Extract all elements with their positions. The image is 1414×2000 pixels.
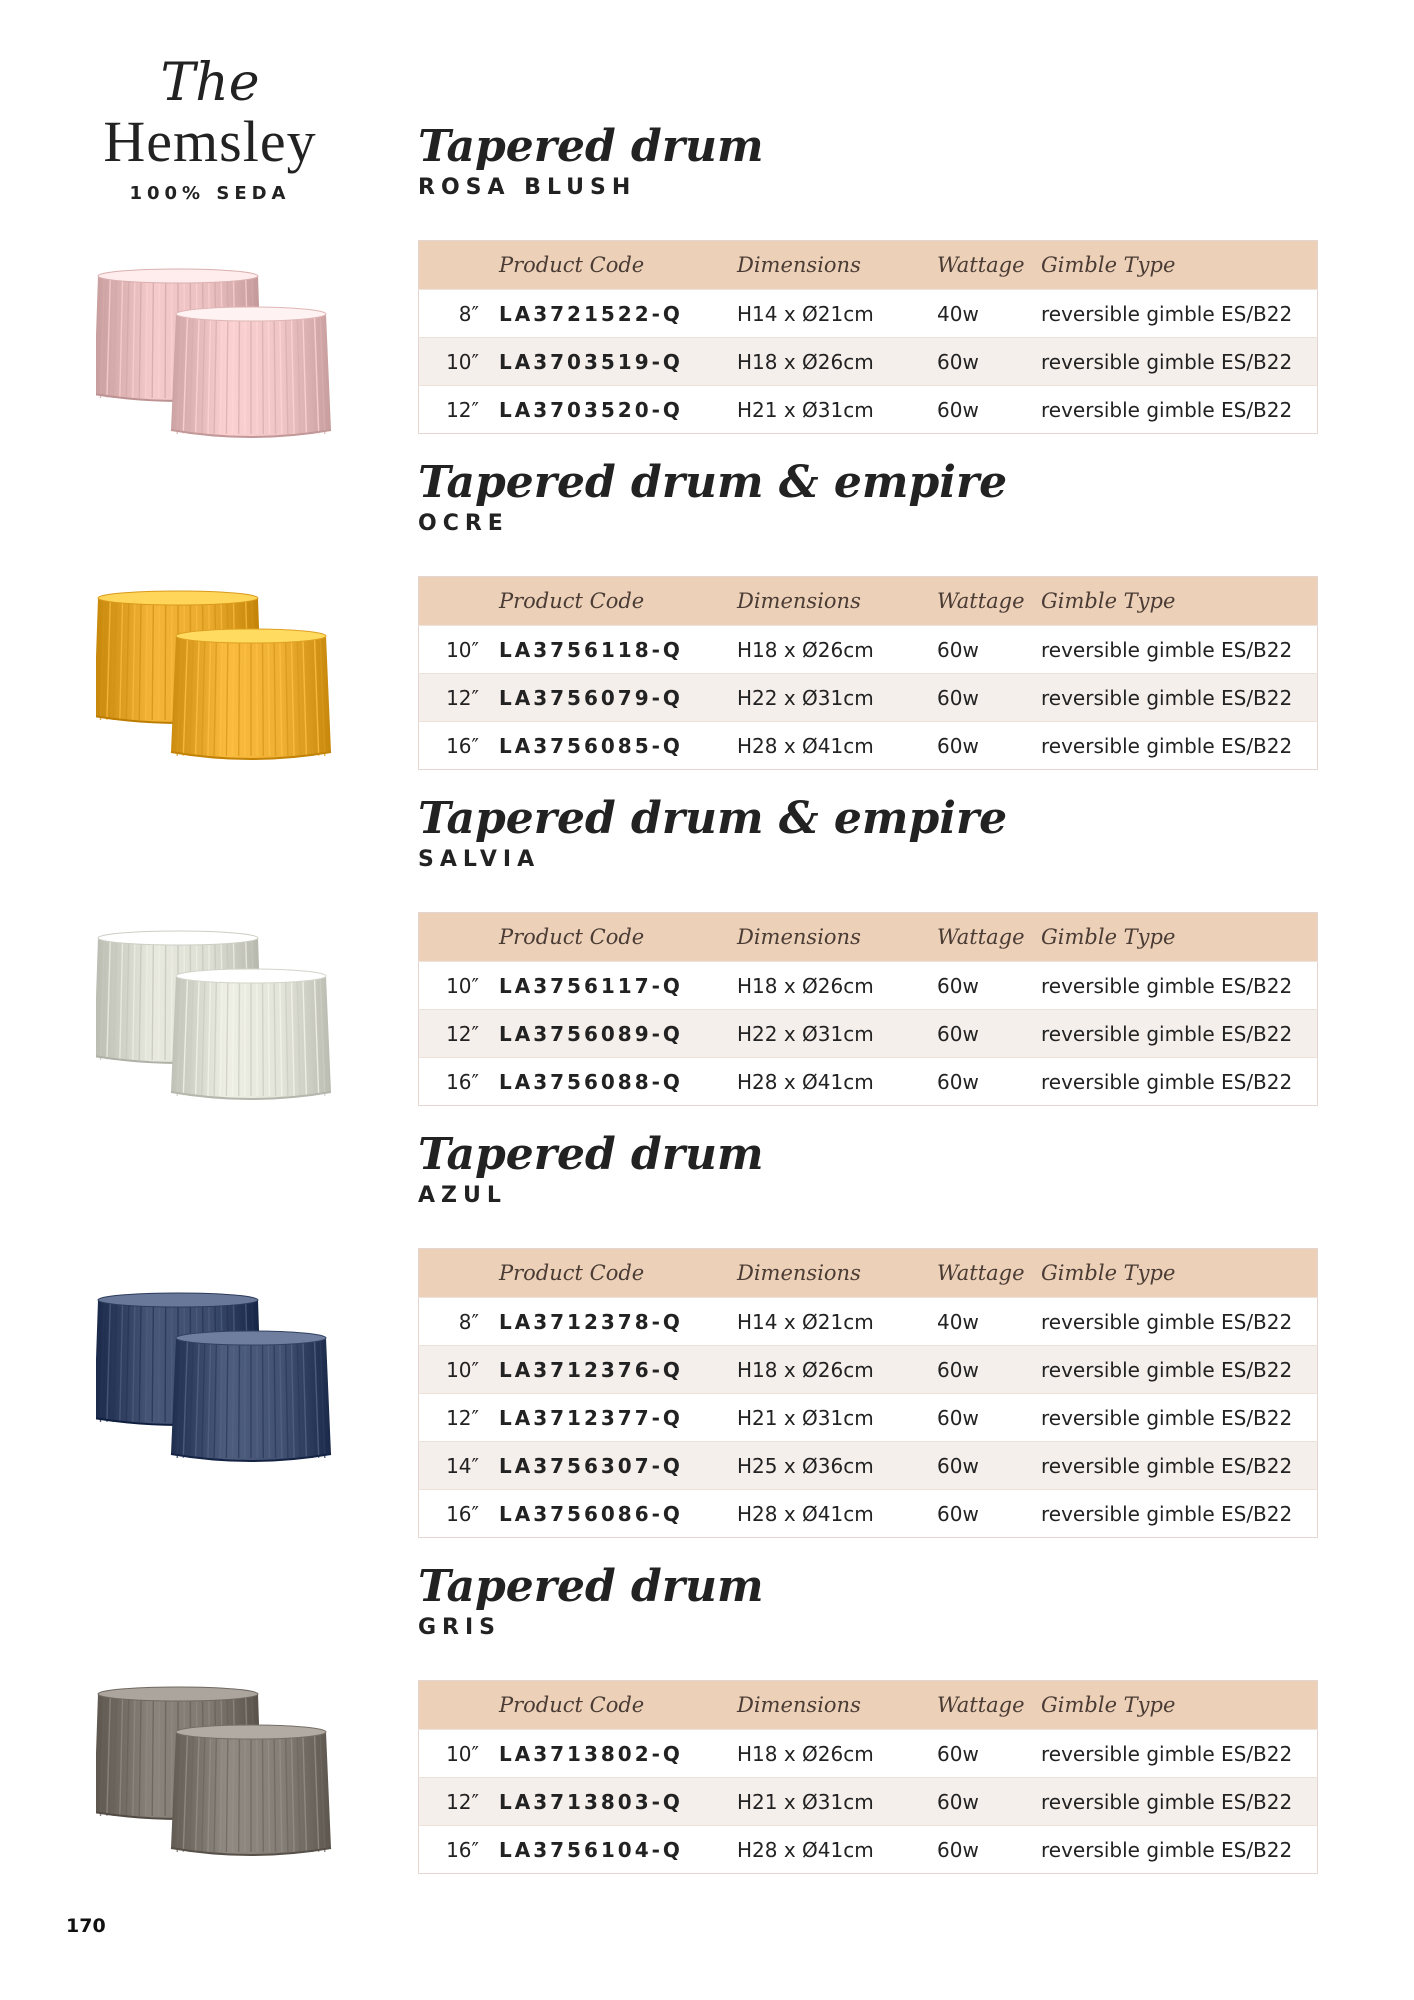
product-code-cell: LA3756118-Q [487,626,737,674]
gimble-cell: reversible gimble ES/B22 [1041,1442,1318,1490]
size-cell: 10″ [419,338,488,386]
gimble-cell: reversible gimble ES/B22 [1041,290,1318,338]
brand-block [60,55,360,204]
wattage-cell: 60w [937,962,1041,1010]
wattage-cell: 60w [937,1058,1041,1106]
header-product-code: Product Code [487,1681,737,1730]
section-salvia [418,792,1318,1094]
table-row [419,1730,1318,1778]
dimensions-cell: H18 x Ø26cm [737,626,937,674]
dimensions-cell: H25 x Ø36cm [737,1442,937,1490]
gimble-cell: reversible gimble ES/B22 [1041,386,1318,434]
table-row [419,1298,1318,1346]
wattage-cell: 60w [937,1730,1041,1778]
table-row [419,290,1318,338]
header-product-code: Product Code [487,913,737,962]
product-code-cell: LA3703519-Q [487,338,737,386]
wattage-cell: 60w [937,1826,1041,1874]
section-color: GRIS [418,1615,502,1640]
wattage-cell: 60w [937,1490,1041,1538]
dimensions-cell: H28 x Ø41cm [737,722,937,770]
spec-table [418,576,1318,770]
size-cell: 16″ [419,722,488,770]
wattage-cell: 60w [937,722,1041,770]
header-dimensions: Dimensions [737,577,937,626]
product-code-cell: LA3713803-Q [487,1778,737,1826]
gimble-cell: reversible gimble ES/B22 [1041,1778,1318,1826]
section-title: Tapered drum [418,121,764,172]
product-code-cell: LA3712377-Q [487,1394,737,1442]
brand-the: The [160,53,260,113]
header-product-code: Product Code [487,577,737,626]
size-cell: 12″ [419,1778,488,1826]
section-ocre [418,456,1318,758]
header-product-code: Product Code [487,241,737,290]
size-cell: 16″ [419,1826,488,1874]
product-code-cell: LA3756088-Q [487,1058,737,1106]
lampshade-image-rosa [96,262,336,452]
lampshade-image-salvia [96,924,336,1114]
table-row [419,1010,1318,1058]
size-cell: 10″ [419,1730,488,1778]
dimensions-cell: H18 x Ø26cm [737,338,937,386]
product-code-cell: LA3721522-Q [487,290,737,338]
gimble-cell: reversible gimble ES/B22 [1041,1490,1318,1538]
table-row [419,1826,1318,1874]
dimensions-cell: H22 x Ø31cm [737,1010,937,1058]
header-dimensions: Dimensions [737,241,937,290]
table-row [419,962,1318,1010]
gimble-cell: reversible gimble ES/B22 [1041,338,1318,386]
brand-name: Hemsley [103,109,317,174]
header-gimble-type: Gimble Type [1041,1681,1318,1730]
product-code-cell: LA3713802-Q [487,1730,737,1778]
header-product-code: Product Code [487,1249,737,1298]
size-cell: 16″ [419,1058,488,1106]
wattage-cell: 60w [937,1346,1041,1394]
section-color: SALVIA [418,847,541,872]
gimble-cell: reversible gimble ES/B22 [1041,1730,1318,1778]
dimensions-cell: H21 x Ø31cm [737,1394,937,1442]
table-row [419,338,1318,386]
product-code-cell: LA3756089-Q [487,1010,737,1058]
lampshade-image-gris [96,1680,336,1870]
product-code-cell: LA3756086-Q [487,1490,737,1538]
spec-table [418,240,1318,434]
lampshade-image-ocre [96,584,336,774]
size-cell: 16″ [419,1490,488,1538]
dimensions-cell: H14 x Ø21cm [737,290,937,338]
dimensions-cell: H18 x Ø26cm [737,962,937,1010]
header-wattage: Wattage [937,1681,1041,1730]
size-cell: 12″ [419,674,488,722]
section-color: ROSA BLUSH [418,175,637,200]
product-code-cell: LA3756117-Q [487,962,737,1010]
dimensions-cell: H18 x Ø26cm [737,1730,937,1778]
table-row [419,386,1318,434]
section-title: Tapered drum & empire [418,793,1008,844]
header-gimble-type: Gimble Type [1041,577,1318,626]
product-code-cell: LA3756104-Q [487,1826,737,1874]
brand-material: 100% SEDA [129,183,291,204]
dimensions-cell: H21 x Ø31cm [737,386,937,434]
wattage-cell: 60w [937,1778,1041,1826]
size-cell: 10″ [419,962,488,1010]
header-wattage: Wattage [937,1249,1041,1298]
section-title: Tapered drum [418,1129,764,1180]
table-row [419,1778,1318,1826]
section-gris [418,1560,1318,1862]
header-gimble-type: Gimble Type [1041,1249,1318,1298]
section-title: Tapered drum [418,1561,764,1612]
size-cell: 10″ [419,1346,488,1394]
spec-table [418,912,1318,1106]
size-cell: 12″ [419,1010,488,1058]
gimble-cell: reversible gimble ES/B22 [1041,962,1318,1010]
gimble-cell: reversible gimble ES/B22 [1041,674,1318,722]
dimensions-cell: H14 x Ø21cm [737,1298,937,1346]
table-row [419,1058,1318,1106]
gimble-cell: reversible gimble ES/B22 [1041,1394,1318,1442]
dimensions-cell: H22 x Ø31cm [737,674,937,722]
size-cell: 14″ [419,1442,488,1490]
gimble-cell: reversible gimble ES/B22 [1041,1010,1318,1058]
table-row [419,1346,1318,1394]
section-color: OCRE [418,511,509,536]
gimble-cell: reversible gimble ES/B22 [1041,1346,1318,1394]
page-number: 170 [66,1915,106,1937]
size-cell: 10″ [419,626,488,674]
wattage-cell: 60w [937,1010,1041,1058]
product-code-cell: LA3712378-Q [487,1298,737,1346]
section-azul [418,1128,1318,1526]
section-color: AZUL [418,1183,507,1208]
product-code-cell: LA3756079-Q [487,674,737,722]
gimble-cell: reversible gimble ES/B22 [1041,1826,1318,1874]
wattage-cell: 40w [937,1298,1041,1346]
gimble-cell: reversible gimble ES/B22 [1041,722,1318,770]
dimensions-cell: H18 x Ø26cm [737,1346,937,1394]
header-dimensions: Dimensions [737,913,937,962]
size-cell: 12″ [419,386,488,434]
wattage-cell: 40w [937,290,1041,338]
section-rosa-blush [418,120,1318,422]
gimble-cell: reversible gimble ES/B22 [1041,1298,1318,1346]
table-row [419,626,1318,674]
header-gimble-type: Gimble Type [1041,913,1318,962]
wattage-cell: 60w [937,386,1041,434]
header-wattage: Wattage [937,577,1041,626]
product-code-cell: LA3712376-Q [487,1346,737,1394]
wattage-cell: 60w [937,1394,1041,1442]
size-cell: 8″ [419,290,488,338]
header-wattage: Wattage [937,241,1041,290]
dimensions-cell: H21 x Ø31cm [737,1778,937,1826]
table-row [419,674,1318,722]
section-title: Tapered drum & empire [418,457,1008,508]
gimble-cell: reversible gimble ES/B22 [1041,626,1318,674]
product-code-cell: LA3756085-Q [487,722,737,770]
dimensions-cell: H28 x Ø41cm [737,1058,937,1106]
product-code-cell: LA3703520-Q [487,386,737,434]
size-cell: 12″ [419,1394,488,1442]
table-row [419,1442,1318,1490]
lampshade-image-azul [96,1286,336,1476]
table-row [419,1490,1318,1538]
gimble-cell: reversible gimble ES/B22 [1041,1058,1318,1106]
spec-table [418,1680,1318,1874]
header-dimensions: Dimensions [737,1249,937,1298]
wattage-cell: 60w [937,626,1041,674]
table-row [419,1394,1318,1442]
wattage-cell: 60w [937,338,1041,386]
spec-table [418,1248,1318,1538]
header-gimble-type: Gimble Type [1041,241,1318,290]
header-dimensions: Dimensions [737,1681,937,1730]
wattage-cell: 60w [937,1442,1041,1490]
dimensions-cell: H28 x Ø41cm [737,1826,937,1874]
header-wattage: Wattage [937,913,1041,962]
size-cell: 8″ [419,1298,488,1346]
table-row [419,722,1318,770]
wattage-cell: 60w [937,674,1041,722]
product-code-cell: LA3756307-Q [487,1442,737,1490]
dimensions-cell: H28 x Ø41cm [737,1490,937,1538]
